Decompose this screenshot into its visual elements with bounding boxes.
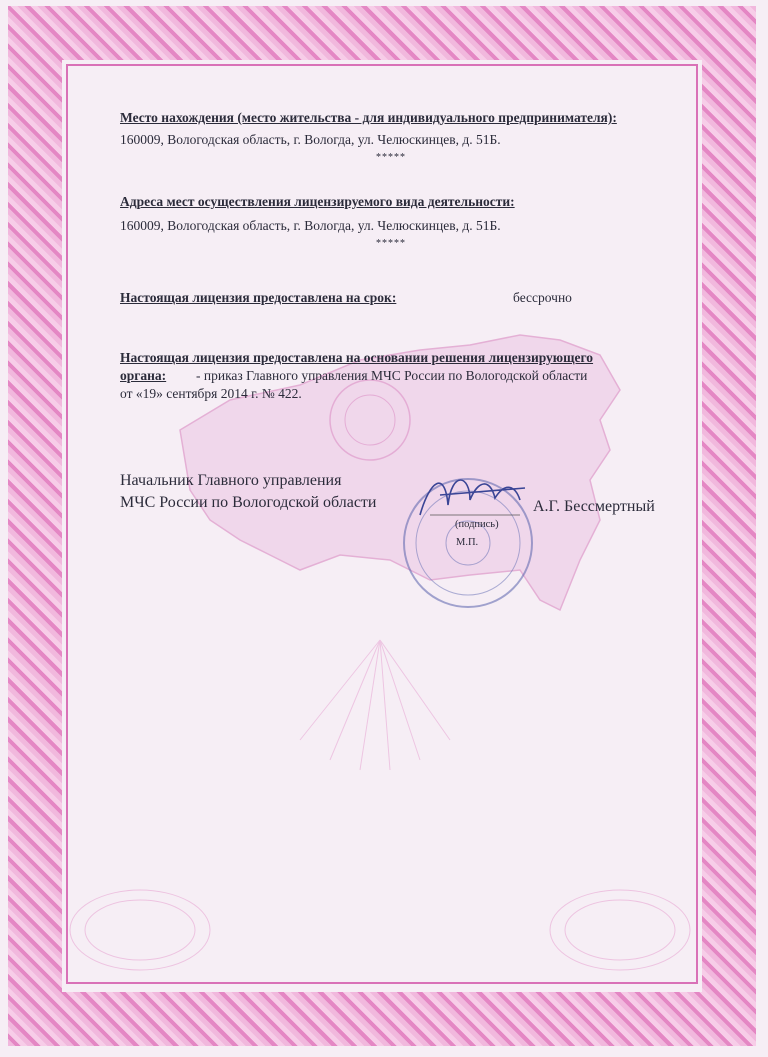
location-address: 160009, Вологодская область, г. Вологда, ул. Челюскинцев, д. 51Б. [120, 132, 501, 147]
basis-order-text: - приказ Главного управления МЧС России по Вологодской области [196, 368, 588, 383]
term-header: Настоящая лицензия предоставлена на срок: [120, 290, 397, 305]
basis-header-line1: Настоящая лицензия предоставлена на основании решения лицензирующего [120, 350, 594, 365]
signatory-position-line1: Начальник Главного управления [120, 472, 342, 489]
location-separator: ***** [376, 152, 406, 163]
location-header: Место нахождения (место жительства - для индивидуального предпринимателя): [120, 110, 617, 125]
basis-header-line2: органа: [120, 368, 167, 383]
activity-header: Адреса мест осуществления лицензируемого вида деятельности: [120, 194, 515, 209]
signatory-name: А.Г. Бессмертный [533, 498, 655, 515]
activity-separator: ***** [376, 238, 406, 249]
stamp-place-label: М.П. [456, 537, 479, 548]
basis-order-date: от «19» сентября 2014 г. № 422. [120, 386, 302, 401]
activity-address: 160009, Вологодская область, г. Вологда, ул. Челюскинцев, д. 51Б. [120, 218, 501, 233]
signatory-position-line2: МЧС России по Вологодской области [120, 494, 377, 511]
signature-caption: (подпись) [455, 519, 499, 530]
term-value: бессрочно [513, 290, 572, 305]
